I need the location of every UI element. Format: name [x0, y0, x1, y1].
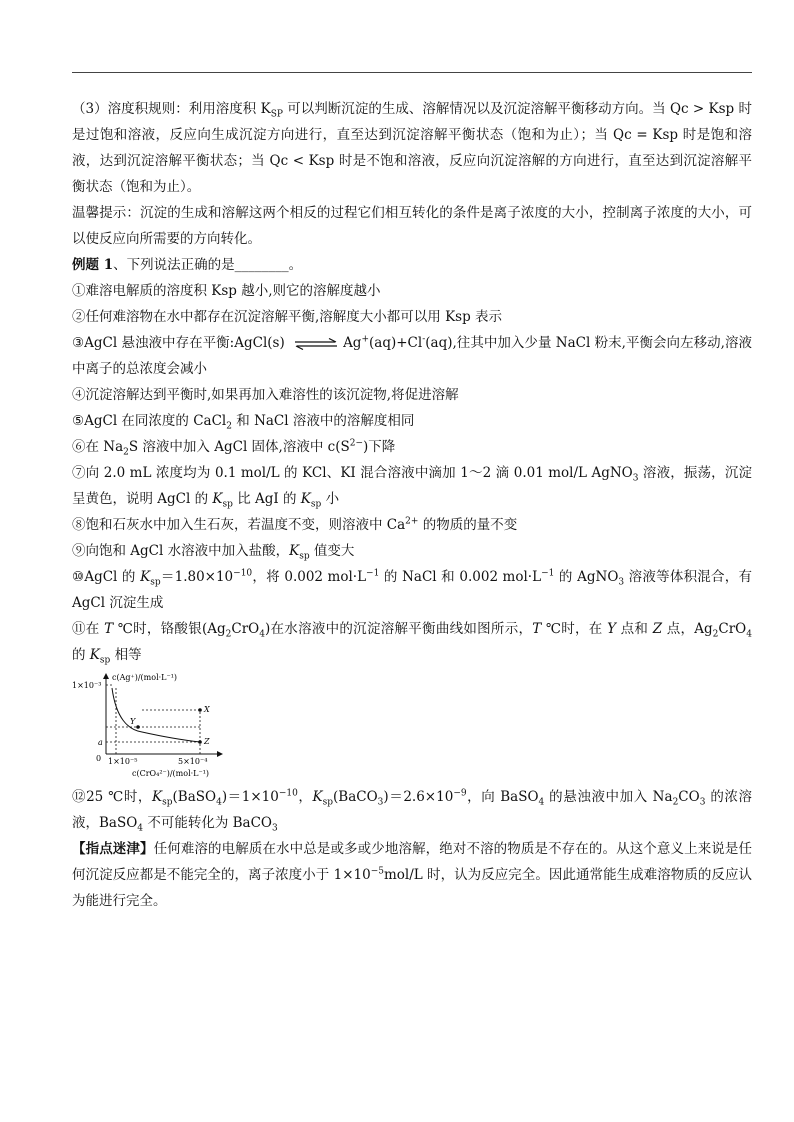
text: (BaSO	[172, 789, 217, 805]
text: 相等	[110, 647, 142, 663]
text: 不可能转化为 BaCO	[143, 815, 272, 831]
superscript: −1	[366, 568, 380, 579]
item-6	[72, 434, 752, 460]
solubility-product-rule	[72, 96, 752, 200]
origin-label: 0	[96, 754, 102, 763]
y-tick-a: a	[98, 738, 103, 747]
subscript: 3	[618, 577, 625, 588]
subscript: SP	[270, 109, 283, 120]
ksp-symbol: K	[212, 491, 223, 507]
text: 和 NaCl 溶液中的溶解度相同	[231, 413, 415, 429]
item-3	[72, 330, 752, 382]
subscript: 3	[632, 473, 639, 484]
text: ⑥在 Na	[72, 439, 124, 455]
example-heading	[72, 252, 752, 278]
ksp-symbol: K	[140, 569, 151, 585]
text: 溶液等体积混合，有 AgCl 沉淀生成	[72, 569, 752, 611]
hint-label: 【指点迷津】	[72, 841, 154, 857]
text: (aq)+Cl	[369, 335, 423, 351]
subscript: 2	[226, 421, 232, 432]
text: ③AgCl 悬浊液中存在平衡:AgCl(s)	[72, 335, 290, 351]
point-y-label: Y	[130, 717, 136, 726]
subscript: sp	[310, 499, 322, 510]
subscript: 4	[216, 797, 222, 808]
subscript: 3	[377, 797, 384, 808]
hint-text: 任何难溶的电解质在水中总是或多或少地溶解，绝对不溶的物质是不存在的。从这个意义上来说是任何沉淀反应都是不能完全的，离子浓度小于 1×10	[72, 841, 753, 883]
subscript: 4	[259, 629, 265, 640]
text: S 溶液中加入 AgCl 固体,溶液中 c(S	[128, 439, 350, 455]
ksp-symbol: K	[300, 491, 311, 507]
text: 点和	[616, 621, 653, 637]
text: ℃时，在	[541, 621, 608, 637]
text: Ag	[343, 335, 362, 351]
item-8	[72, 512, 752, 538]
point-y-marker	[136, 725, 140, 729]
y-axis-label: c(Ag⁺)/(mol·L⁻¹)	[112, 673, 178, 682]
point-z-marker	[198, 740, 202, 744]
text: )＝2.6×10	[383, 789, 454, 805]
text: 的悬浊液中加入 Na	[544, 789, 673, 805]
point-symbol: Y	[607, 621, 617, 637]
text: ⑦向 2.0 mL 浓度均为 0.1 mol/L 的 KCl、KI 混合溶液中滴加 1～2 滴 0.01 mol/L AgNO	[72, 465, 633, 481]
point-x-label: X	[204, 705, 210, 714]
subscript: sp	[299, 551, 310, 562]
temperature-symbol: T	[532, 621, 542, 637]
text: ，将 0.002 mol·L	[252, 569, 367, 585]
tip-paragraph: 温馨提示：沉淀的生成和溶解这两个相反的过程它们相互转化的条件是离子浓度的大小，控制离子浓度的大小，可以使反应向所需要的方向转化。	[72, 205, 752, 247]
x-tick-1: 1×10⁻⁵	[108, 757, 138, 766]
subscript: 3	[271, 823, 278, 834]
superscript: 2+	[405, 516, 419, 527]
text: ⑤AgCl 在同浓度的 CaCl	[72, 413, 227, 429]
subscript: 2	[123, 447, 129, 458]
ksp-symbol: K	[312, 789, 323, 805]
subscript: sp	[322, 797, 334, 808]
subscript: 4	[746, 629, 752, 640]
superscript: −10	[233, 568, 253, 579]
text: 的浓溶液，BaSO	[72, 789, 753, 831]
text: ，向 BaSO	[466, 789, 539, 805]
text: CrO	[718, 621, 747, 637]
item-2: ②任何难溶物在水中都存在沉淀溶解平衡,溶解度大小都可以用 Ksp 表示	[72, 309, 503, 325]
text: )＝1×10	[221, 789, 279, 805]
item-1: ①难溶电解质的溶度积 Ksp 越小,则它的溶解度越小	[72, 283, 381, 299]
hint-text: mol/L 时，认为反应完全。因此通常能生成难溶物质的反应认为能进行完全。	[72, 867, 752, 909]
item-12	[72, 784, 752, 836]
superscript: −1	[541, 568, 555, 579]
point-z-label: Z	[204, 737, 210, 746]
text: CrO	[231, 621, 260, 637]
text: CO	[678, 789, 700, 805]
text: (aq),往其中加入少量 NaCl 粉末,平衡会向左移动,溶液中离子的总浓度会减小	[72, 335, 752, 377]
text: ⑩AgCl 的	[72, 569, 141, 585]
x-axis-label: c(CrO₄²⁻)/(mol·L⁻¹)	[132, 769, 210, 778]
item-4: ④沉淀溶解达到平衡时,如果再加入难溶性的该沉淀物,将促进溶解	[72, 387, 459, 403]
solubility-curve-figure	[72, 670, 232, 782]
superscript: −9	[453, 788, 467, 799]
text: (BaCO	[333, 789, 378, 805]
text: 点，Ag	[662, 621, 713, 637]
subscript: sp	[222, 499, 233, 510]
text: )下降	[363, 439, 396, 455]
equilibrium-arrow-icon	[293, 338, 339, 350]
subscript: 4	[137, 823, 144, 834]
solubility-curve	[112, 688, 200, 742]
text: 的 AgNO	[554, 569, 619, 585]
x-tick-2: 5×10⁻⁴	[178, 757, 208, 766]
text: 的	[72, 647, 90, 663]
item-11	[72, 616, 752, 668]
superscript: −10	[278, 788, 298, 799]
ksp-symbol: K	[152, 789, 163, 805]
subscript: 3	[699, 797, 706, 808]
superscript: −5	[370, 866, 384, 877]
text: ，	[297, 789, 313, 805]
rule-text: 可以判断沉淀的生成、溶解情况以及沉淀溶解平衡移动方向。当 Qc > Ksp 时是过饱和溶液，反应向生成沉淀方向进行，直至达到沉淀溶解平衡状态（饱和为止）；当 Qc = Ksp 时是饱和溶液，达到沉淀溶解平衡状态；当 Qc < Ksp 时是不饱和溶液，反应向沉淀溶解的方向进行，直至达到沉淀溶解平衡状态（饱和为止）。	[72, 101, 752, 195]
item-5	[72, 408, 752, 434]
subscript: 2	[225, 629, 232, 640]
subscript: sp	[162, 797, 173, 808]
example-label: 例题 1	[72, 257, 114, 273]
hint-paragraph	[72, 836, 752, 914]
text: ⑨向饱和 AgCl 水溶液中加入盐酸，	[72, 543, 290, 559]
y-tick-top: 1×10⁻³	[72, 681, 102, 690]
subscript: 2	[712, 629, 719, 640]
temperature-symbol: T	[104, 621, 114, 637]
point-symbol: Z	[652, 621, 663, 637]
item-10	[72, 564, 752, 616]
text: ⑧饱和石灰水中加入生石灰，若温度不变，则溶液中 Ca	[72, 517, 406, 533]
subscript: 2	[672, 797, 679, 808]
text: ℃时，铬酸银(Ag	[113, 621, 226, 637]
point-x-marker	[198, 708, 202, 712]
text: 比 AgI 的	[232, 491, 301, 507]
document-body	[72, 96, 752, 914]
item-7	[72, 460, 752, 512]
ksp-symbol: K	[289, 543, 300, 559]
text: ＝1.80×10	[160, 569, 234, 585]
text: 的物质的量不变	[418, 517, 518, 533]
header-rule	[72, 72, 752, 73]
rule-text: （3）溶度积规则：利用溶度积 K	[72, 101, 271, 117]
superscript: -	[422, 334, 426, 345]
text: 的 NaCl 和 0.002 mol·L	[379, 569, 542, 585]
text: 值变大	[309, 543, 355, 559]
text: 溶液，振荡，沉淀呈黄色，说明 AgCl 的	[72, 465, 752, 507]
subscript: sp	[99, 655, 111, 666]
subscript: 4	[538, 797, 545, 808]
ksp-symbol: K	[89, 647, 100, 663]
text: )在水溶液中的沉淀溶解平衡曲线如图所示，	[264, 621, 533, 637]
subscript: sp	[150, 577, 161, 588]
example-question: 、下列说法正确的是________。	[113, 257, 303, 273]
text: ⑪在	[72, 621, 105, 637]
item-9	[72, 538, 752, 564]
superscript: +	[361, 334, 370, 345]
text: ⑫25 ℃时，	[72, 789, 153, 805]
text: 小	[321, 491, 340, 507]
superscript: 2−	[349, 438, 363, 449]
